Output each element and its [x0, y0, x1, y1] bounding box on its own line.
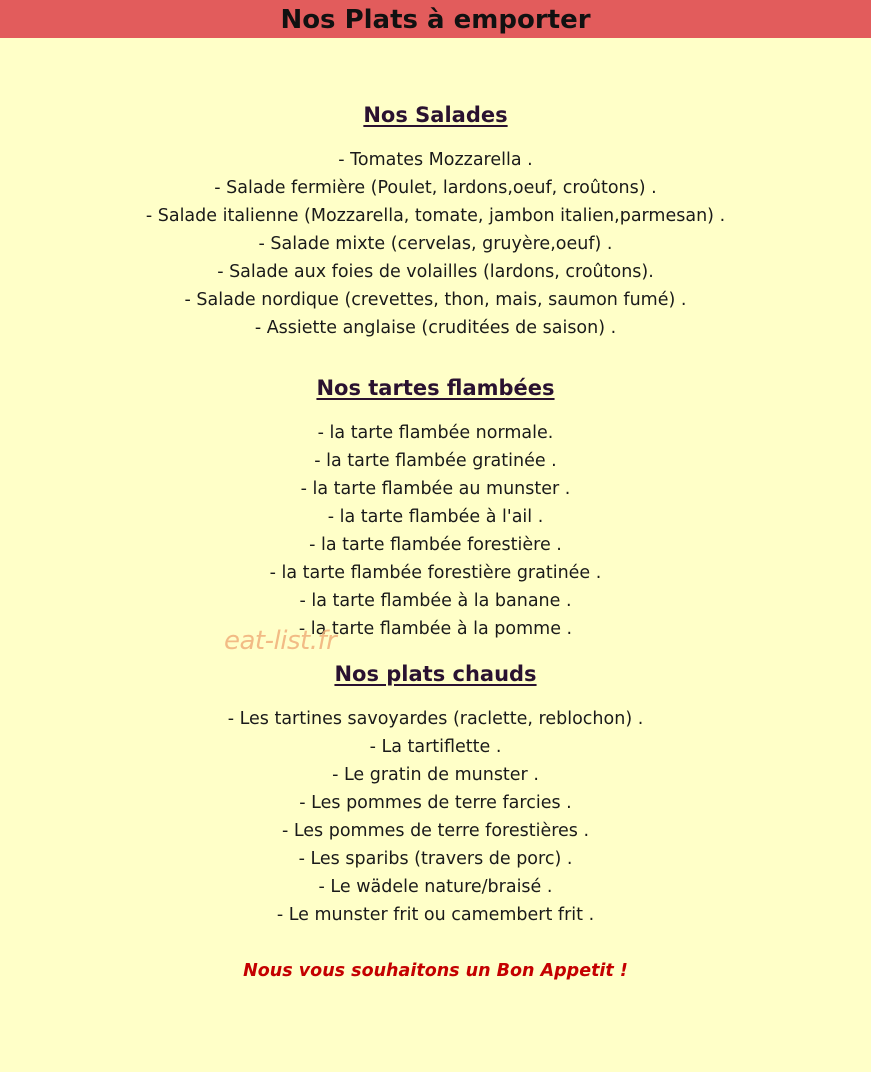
tartes-flambees-list	[0, 419, 871, 643]
list-item: - la tarte flambée au munster .	[300, 479, 571, 499]
salades-list	[0, 146, 871, 342]
list-item: - Salade mixte (cervelas, gruyère,oeuf) .	[258, 234, 613, 254]
list-item: - la tarte flambée à la pomme .	[298, 619, 573, 639]
list-item: - Les pommes de terre forestières .	[281, 821, 590, 841]
list-item: - la tarte flambée à l'ail .	[327, 507, 544, 527]
list-item: - Le wädele nature/braisé .	[318, 877, 553, 897]
list-item: - la tarte flambée forestière gratinée .	[269, 563, 602, 583]
list-item: - Salade aux foies de volailles (lardons, croûtons).	[217, 262, 654, 282]
section-title-text: Nos plats chauds	[334, 662, 537, 686]
list-item: - la tarte flambée forestière .	[309, 535, 562, 555]
list-item: - Les tartines savoyardes (raclette, reblochon) .	[227, 709, 644, 729]
list-item: - Salade nordique (crevettes, thon, mais, saumon fumé) .	[184, 290, 687, 310]
list-item: - Les pommes de terre farcies .	[299, 793, 572, 813]
list-item: - Le munster frit ou camembert frit .	[276, 905, 595, 925]
plats-chauds-list	[0, 705, 871, 929]
section-title-plats-chauds	[0, 661, 871, 687]
title-banner	[0, 0, 871, 38]
list-item: - Salade fermière (Poulet, lardons,oeuf, croûtons) .	[214, 178, 657, 198]
section-title-salades	[0, 102, 871, 128]
list-item: - Le gratin de munster .	[332, 765, 539, 785]
list-item: - la tarte flambée normale.	[317, 423, 554, 443]
watermark-text: eat-list.fr	[224, 626, 337, 656]
list-item: - Tomates Mozzarella .	[338, 150, 533, 170]
list-item: - Salade italienne (Mozzarella, tomate, jambon italien,parmesan) .	[145, 206, 726, 226]
list-item: - La tartiflette .	[369, 737, 502, 757]
list-item: - Les sparibs (travers de porc) .	[298, 849, 573, 869]
list-item: - la tarte flambée à la banane .	[299, 591, 572, 611]
list-item: - la tarte flambée gratinée .	[314, 451, 557, 471]
page-title: Nos Plats à emporter	[280, 5, 591, 35]
section-title-tartes-flambees	[0, 375, 871, 401]
closing-message: Nous vous souhaitons un Bon Appetit !	[243, 961, 628, 981]
list-item: - Assiette anglaise (cruditées de saison) .	[254, 318, 617, 338]
section-title-text: Nos Salades	[363, 103, 508, 127]
section-title-text: Nos tartes flambées	[316, 376, 555, 400]
